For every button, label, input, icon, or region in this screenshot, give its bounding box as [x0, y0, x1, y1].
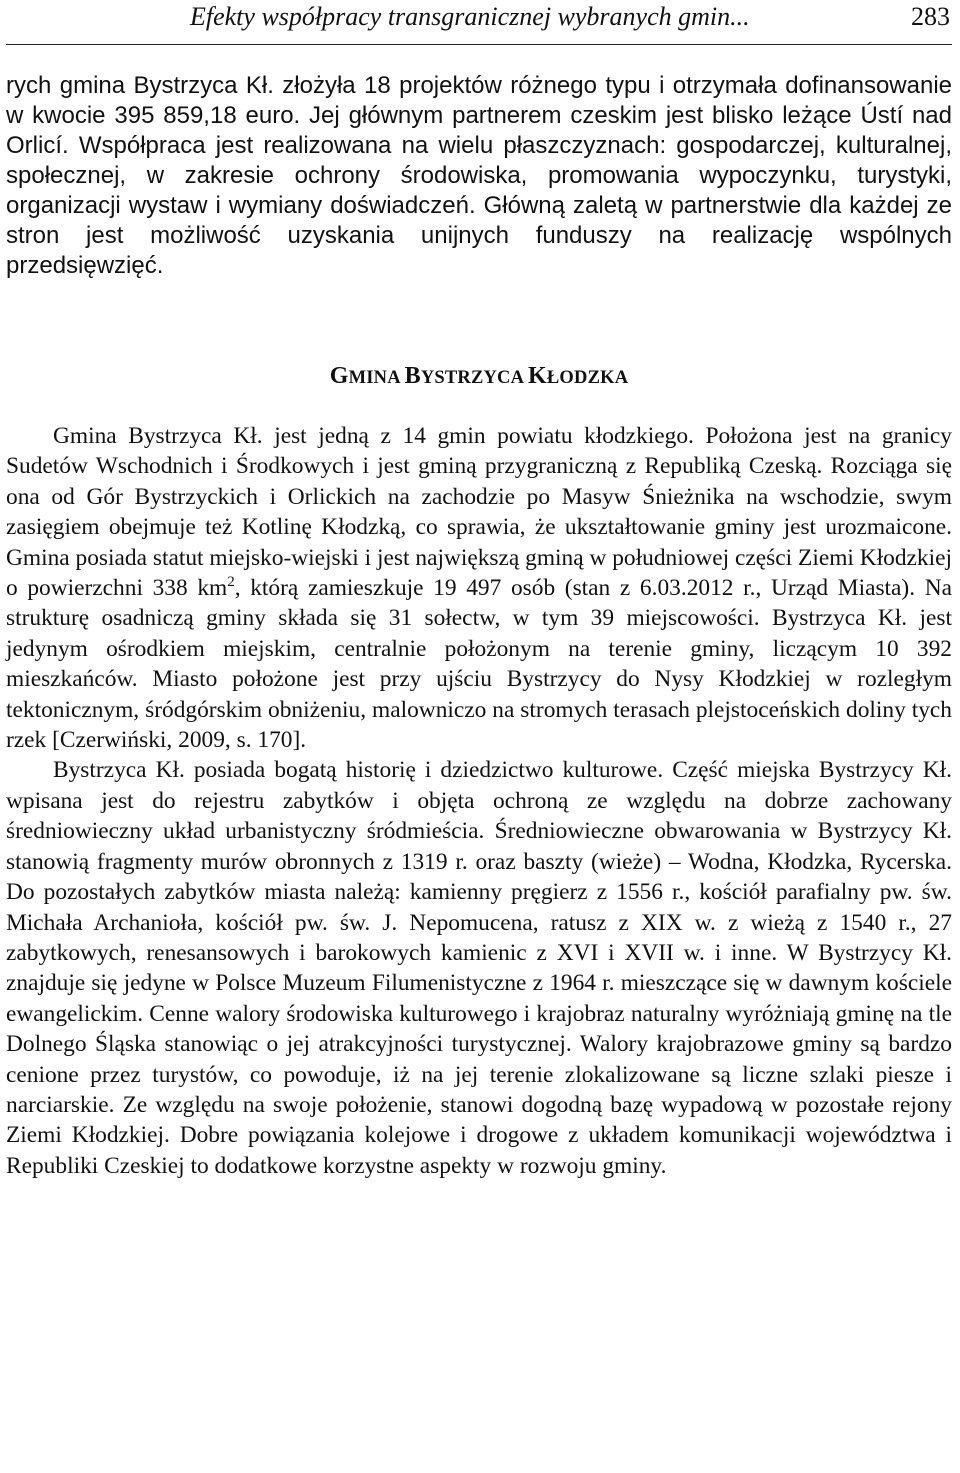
body-paragraph-1 [6, 421, 952, 755]
heading-smallcaps: YSTRZYCA [420, 368, 528, 388]
heading-initial: B [404, 363, 421, 389]
paragraph-text: Gmina Bystrzyca Kł. jest jedną z 14 gmin powiatu kłodzkiego. Położona jest na granicy Sudetów Wschodnich i Środkowych i jest gminą przygraniczną z Republiką Czeską. Rozciąga się ona od Gór Bystrzyckich i Orlickich na zachodzie po Masyw Śnieżnika na wschodzie, swym zasięgiem obejmuje też Kotlinę Kłodzką, co sprawia, że ukształtowanie gminy jest urozmaicone. Gmina posiada statut miejsko-wiejski i jest największą gminą w południowej części Ziemi Kłodzkiej o powierzchni 338 km [6, 423, 952, 602]
page-number: 283 [911, 2, 950, 31]
body-paragraph-2: Bystrzyca Kł. posiada bogatą historię i dziedzictwo kulturowe. Część miejska Bystrzycy Kł. wpisana jest do rejestru zabytków i objęta ochroną ze względu na dobrze zachowany średniowieczny układ urbanistyczny śródmieścia. Średniowieczne obwarowania w Bystrzycy Kł. stanowią fragmenty murów obronnych z 1319 r. oraz baszty (wieże) – Wodna, Kłodzka, Rycerska. Do pozostałych zabytków miasta należą: kamienny pręgierz z 1556 r., kościół parafialny pw. św. Michała Archanioła, kościół pw. św. J. Nepomucena, ratusz z XIX w. z wieżą z 1540 r., 27 zabytkowych, renesansowych i barokowych kamienic z XVI i XVII w. i inne. W Bystrzycy Kł. znajduje się jedyne w Polsce Muzeum Filumenistyczne z 1964 r. mieszczące się w dawnym kościele ewangelickim. Cenne walory środowiska kulturowego i krajobraz naturalny wyróżniają gminę na tle Dolnego Śląska stanowiąc o jej atrakcyjności turystycznej. Walory krajobrazowe gminy są bardzo cenione przez turystów, co powoduje, iż na jej terenie zlokalizowane są liczne szlaki piesze i narciarskie. Ze względu na swoje położenie, stanowi dogodną bazę wypadową w pozostałe rejony Ziemi Kłodzkiej. Dobre powiązania kolejowe i drogowe z układem komunikacji województwa i Republiki Czeskiej to dodatkowe korzystne aspekty w rozwoju gminy. [6, 757, 952, 1179]
heading-initial: G [329, 363, 349, 389]
superscript: 2 [227, 574, 235, 591]
running-title: Efekty współpracy transgranicznej wybranych gmin... [190, 2, 750, 31]
heading-smallcaps: MINA [348, 368, 405, 388]
document-page [6, 0, 952, 1181]
heading-smallcaps: ŁODZKA [546, 368, 629, 388]
running-header [6, 0, 952, 45]
heading-initial: K [528, 363, 547, 389]
intro-paragraph: rych gmina Bystrzyca Kł. złożyła 18 projektów różnego typu i otrzymała dofinansowanie w kwocie 395 859,18 euro. Jej głównym partnerem czeskim jest blisko leżące Ústí nad Orlicí. Współpraca jest realizowana na wielu płaszczyznach: gospodarczej, kulturalnej, społecznej, w zakresie ochrony środowiska, promowania wypoczynku, turystyki, organizacji wystaw i wymiany doświadczeń. Główną zaletą w partnerstwie dla każdej ze stron jest możliwość uzyskania unijnych funduszy na realizację wspólnych przedsięwzięć. [6, 72, 952, 279]
paragraph-text: , którą zamieszkuje 19 497 osób (stan z 6.03.2012 r., Urząd Miasta). Na strukturę osadniczą gminy składa się 31 sołectw, w tym 39 miejscowości. Bystrzyca Kł. jest jedynym ośrodkiem miejskim, centralnie położonym na terenie gminy, liczącym 10 392 mieszkańców. Miasto położone jest przy ujściu Bystrzycy do Nysy Kłodzkiej w rozległym tektonicznym, śródgórskim obniżeniu, malowniczo na stromych terasach plejstoceńskich doliny tych rzek [Czerwiński, 2009, s. 170]. [6, 575, 952, 754]
section-heading [6, 361, 952, 393]
